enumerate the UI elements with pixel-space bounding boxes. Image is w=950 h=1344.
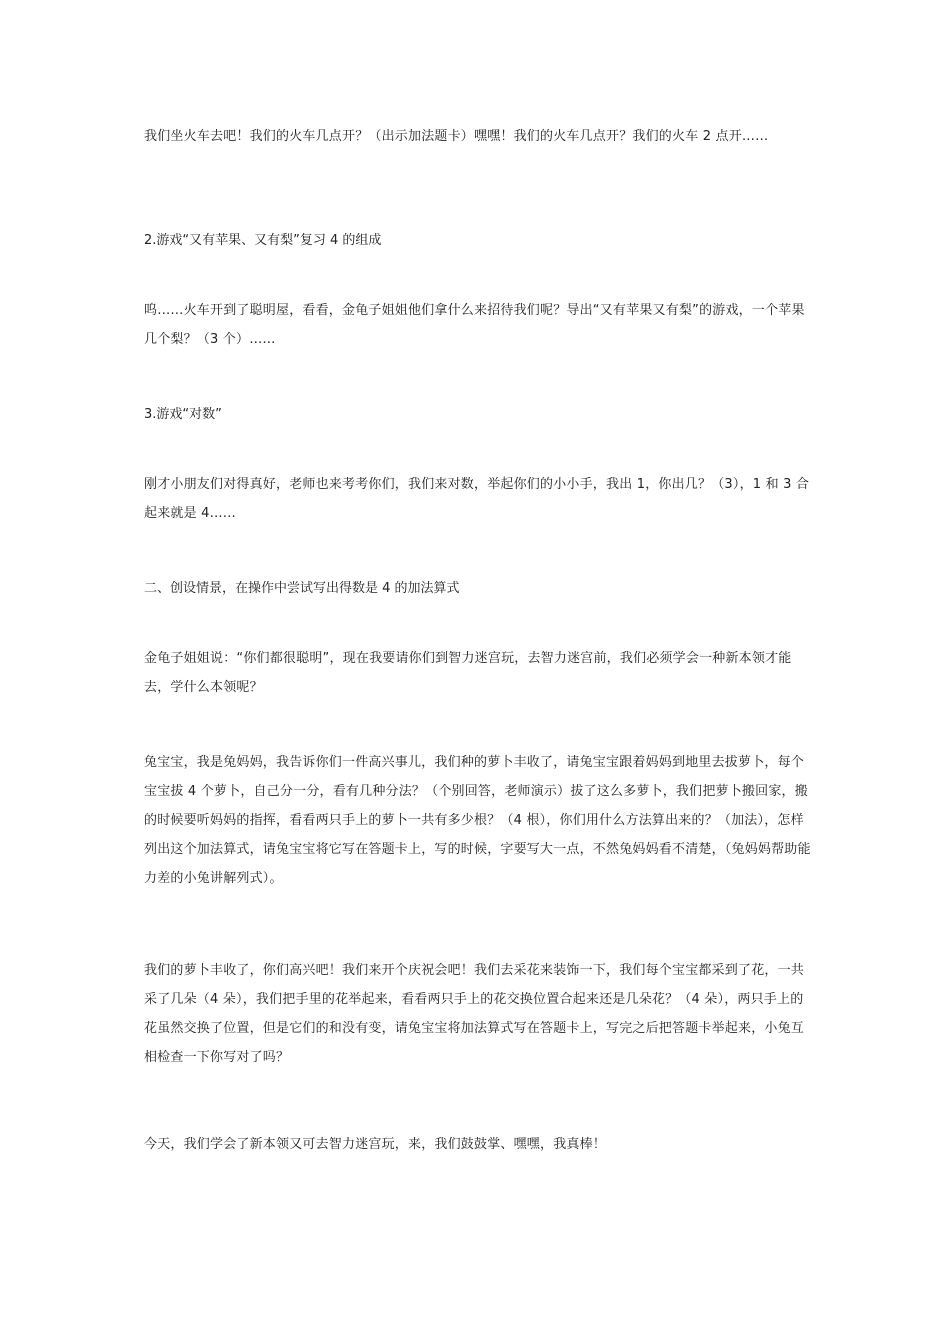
paragraph-flower-celebration: 我们的萝卜丰收了，你们高兴吧！我们来开个庆祝会吧！我们去采花来装饰一下，我们每个宝宝都采到了花，一共采了几朵（4 朵），我们把手里的花举起来，看看两只手上的花交换位置合起来还是几朵花？（4 朵），两只手上的花虽然交换了位置，但是它们的和没有变，请兔宝宝将加法算式写在答题卡上，写完之后把答题卡举起来，小兔互相检查一下你写对了吗？	[144, 963, 805, 1065]
paragraph-conclusion: 今天，我们学会了新本领又可去智力迷宫玩，来，我们鼓鼓掌、嘿嘿，我真棒！	[144, 1137, 607, 1152]
heading-section-two: 二、创设情景，在操作中尝试写出得数是 4 的加法算式	[144, 581, 460, 596]
paragraph-rabbit-radish: 兔宝宝，我是兔妈妈，我告诉你们一件高兴事儿，我们种的萝卜丰收了，请兔宝宝跟着妈妈到地里去拔萝卜，每个宝宝拔 4 个萝卜，自己分一分，看有几种分法？（个别回答，老师演示）拔了这么多萝卜，我们把萝卜搬回家，搬的时候要听妈妈的指挥，看看两只手上的萝卜一共有多少根？（4 根），你们用什么方法算出来的？（加法），怎样列出这个加法算式，请兔宝宝将它写在答题卡上，写的时候，字要写大一点，不然兔妈妈看不清楚，（兔妈妈帮助能力差的小兔讲解列式）。	[144, 755, 811, 886]
paragraph-pair-numbers: 刚才小朋友们对得真好，老师也来考考你们，我们来对数，举起你们的小小手，我出 1，你出几？（3），1 和 3 合起来就是 4……	[144, 477, 810, 521]
paragraph-train-question: 我们坐火车去吧！我们的火车几点开？（出示加法题卡）嘿嘿！我们的火车几点开？我们的火车 2 点开……	[144, 129, 769, 144]
paragraph-smart-house: 呜……火车开到了聪明屋，看看，金龟子姐姐他们拿什么来招待我们呢？导出“又有苹果又有梨”的游戏，一个苹果几个梨？（3 个）……	[144, 303, 805, 347]
heading-game-apple-pear: 2.游戏“又有苹果、又有梨”复习 4 的组成	[144, 233, 382, 248]
paragraph-maze-intro: 金龟子姐姐说：“你们都很聪明”，现在我要请你们到智力迷宫玩，去智力迷宫前，我们必须学会一种新本领才能去，学什么本领呢？	[144, 651, 792, 695]
heading-game-pair-numbers: 3.游戏“对数”	[144, 407, 222, 422]
